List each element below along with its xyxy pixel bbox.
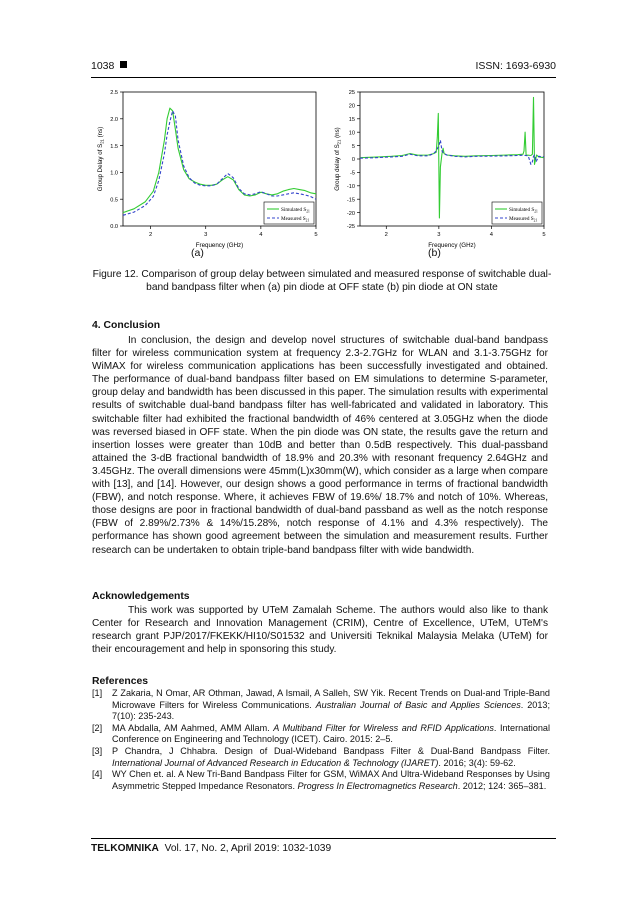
reference-item (92, 769, 550, 792)
simulated-series-line (360, 97, 544, 218)
reference-number: [3] (92, 745, 103, 756)
legend-entry (509, 207, 538, 213)
legend-entry-main: Simulated S (281, 207, 307, 213)
legend-entry-sub: 21 (305, 218, 310, 223)
measured-series-line (360, 140, 544, 164)
legend-entry (281, 216, 309, 222)
square-bullet-icon (120, 61, 127, 68)
reference-journal: Progress In Electromagnetics Research (297, 780, 458, 791)
y-tick-label: 20 (348, 103, 355, 110)
reference-item (92, 688, 550, 723)
y-tick-label: 0.0 (110, 224, 118, 231)
x-tick-label: 2 (148, 232, 153, 238)
reference-item (92, 723, 550, 746)
y-tick-label: 0 (351, 157, 355, 164)
x-tick-label: 2 (384, 232, 388, 238)
reference-journal: International Journal of Advanced Research in Education & Technology (IJARET) (112, 757, 439, 768)
reference-text: Z Zakaria, N Omar, AR Othman, Jawad, A Ismail, A Salleh, SW Yik. Recent Trends on Dual-and Triple-Band Microwave Filters for Wireless Communications. (112, 688, 550, 710)
reference-text: P Chandra, J Chhabra. Design of Dual-Wideband Bandpass Filter & Dual-Band Bandpass Filter. (112, 745, 550, 756)
y-axis-label-sub: 21 (336, 139, 342, 145)
page-header (91, 60, 556, 74)
y-tick-label: 0.5 (110, 197, 118, 204)
header-rule (91, 77, 556, 78)
figure-caption: Figure 12. Comparison of group delay between simulated and measured response of switchable dual-band bandpass filter when (a) pin diode at OFF state (b) pin diode at ON state (92, 269, 552, 293)
reference-number: [1] (92, 688, 103, 698)
page-footer (91, 838, 556, 854)
y-tick-label: -25 (346, 224, 355, 231)
panel-a-label: (a) (191, 247, 204, 259)
y-tick-label: 1.0 (110, 170, 118, 177)
acknowledgements-body: This work was supported by UTeM Zamalah Scheme. The authors would also like to thank Center for Research and Innovation Management (CRIM), Centre of Excellence, UTeM, UTeM's research grant PJP/2017/FKEKK/HI10/S01532 and Universiti Teknikal Malaysia Melaka (UTeM) for their encouragement and help in sponsoring this study. (92, 605, 548, 656)
simulated-series-line (123, 108, 316, 213)
references-title: References (92, 676, 149, 687)
conclusion-title: 4. Conclusion (92, 320, 161, 331)
acknowledgements-text (92, 604, 548, 656)
y-tick-label: -10 (346, 184, 355, 190)
x-tick-label: 3 (437, 232, 441, 238)
y-axis-label-unit: (ns) (97, 126, 104, 140)
page-number: 1038 (91, 60, 115, 72)
y-tick-label: 2.5 (110, 90, 118, 97)
issn: ISSN: 1693-6930 (475, 60, 556, 72)
x-tick-label: 3 (204, 232, 208, 238)
reference-details: . 2012; 124: 365–381. (457, 780, 547, 791)
x-tick-label: 5 (542, 232, 546, 238)
acknowledgements-title: Acknowledgements (92, 591, 190, 602)
y-axis-label-sub: 21 (99, 139, 105, 144)
page-number-group (91, 60, 127, 72)
legend-entry-sub: 21 (306, 209, 310, 214)
x-axis-label: Frequency (GHz) (428, 242, 476, 249)
conclusion-body: In conclusion, the design and develop novel structures of switchable dual-band bandpass filter for wireless communication system at frequency 2.3-2.7GHz for WLAN and 3.1-3.75GHz for WiMAX for wireless communication applications has been successfully investigated and obtained. The performance of dual-band bandpass filter based on EM simulations to determine S-parameter, group delay and bandwidth has been discussed in this paper. The simulation results with experimental results of switchable dual-band bandpass filter has well-fabricated and validated in laboratory. This switchable filter had exhibited the fractional bandwidth of 46% centered at 3.05GHz when the diode was reversed biased in OFF state. When the pin diode was ON state, the results gave the return and insertion losses were greater than 10dB and better than 0.5dB respectively. This dual-passband attained the 3-dB fractional bandwidth of 18.9% and 20.3% with resonant frequency 2.64GHz and 3.45GHz. The overall dimensions were 45mm(L)x30mm(W), which consider as a large when compare with [13], and [14]. However, our design shows a good performance in terms of fractional bandwidth (FBW), and notch response. Where, it achieves FBW of 19.6%/ 18.7% and notch of 10%. Whereas, those designs are poor in fractional bandwidth of dual-band passband as well as the notch response (FBW of 2.89%/2.73% & 14%/15.28%, notch response of 4.1% and 4.3% respectively). The performance has shown good agreement between the simulation and measurement results. Further research can be undertaken to obtain triple-band bandpass filter with wide bandwidth. (92, 335, 548, 556)
y-tick-label: 2.0 (110, 117, 118, 123)
legend-entry-main: Simulated S (509, 207, 535, 213)
y-axis-label-main: Group delay of S (334, 144, 341, 191)
y-axis-label (97, 127, 105, 192)
legend-entry (509, 216, 537, 222)
panel-b-label: (b) (428, 247, 441, 259)
x-axis-label: Frequency (GHz) (195, 242, 244, 249)
reference-text: WY Chen et. al. A New Tri-Band Bandpass Filter for GSM, WiMAX And Ultra-Wideband Responses by Using Asymmetric Stepped Impedance Resonators. (112, 769, 550, 791)
reference-journal: A Multiband Filter for Wireless and RFID Applications (273, 722, 494, 733)
y-tick-label: -5 (350, 170, 355, 177)
reference-details: . 2013; 7(10): 235-243. (112, 699, 550, 722)
reference-journal: Australian Journal of Basic and Applies Sciences (315, 699, 521, 710)
reference-details: . International Conference on Engineering and Technology (ICET). Cairo. 2015: 2–5. (112, 722, 550, 745)
reference-number: [4] (92, 769, 103, 780)
y-tick-label: -20 (346, 210, 355, 217)
legend-entry-sub: 21 (534, 209, 538, 214)
y-tick-label: 10 (348, 130, 355, 137)
reference-details: . 2016; 3(4): 59-62. (438, 757, 516, 768)
journal-name: TELKOMNIKA (91, 843, 159, 854)
reference-text: MA Abdalla, AM Aahmed, AMM Allam. (112, 722, 274, 733)
footer-rule (91, 838, 556, 839)
chart-panel-a (86, 86, 326, 256)
chart-panel-b (318, 86, 558, 256)
y-tick-label: 25 (348, 90, 355, 97)
x-tick-label: 4 (259, 232, 263, 238)
x-tick-label: 4 (489, 232, 494, 238)
legend-entry-main: Measured S (509, 216, 534, 222)
reference-item (92, 746, 550, 769)
y-axis-label (334, 127, 342, 190)
y-tick-label: -15 (346, 197, 355, 204)
journal-details: Vol. 17, No. 2, April 2019: 1032-1039 (164, 843, 332, 854)
y-axis-label-unit: (ns) (334, 127, 341, 140)
legend-entry-sub: 21 (533, 218, 538, 223)
y-tick-label: 5 (351, 143, 355, 150)
measured-series-line (123, 111, 316, 216)
legend-entry (281, 207, 310, 213)
legend-entry-main: Measured S (281, 216, 306, 222)
y-tick-label: 1.5 (110, 143, 118, 150)
y-tick-label: 15 (348, 117, 355, 123)
x-tick-label: 5 (314, 232, 318, 238)
reference-list (92, 688, 550, 792)
reference-number: [2] (92, 722, 103, 733)
y-axis-label-main: Group Delay of S (97, 143, 104, 192)
conclusion-text (92, 334, 548, 557)
